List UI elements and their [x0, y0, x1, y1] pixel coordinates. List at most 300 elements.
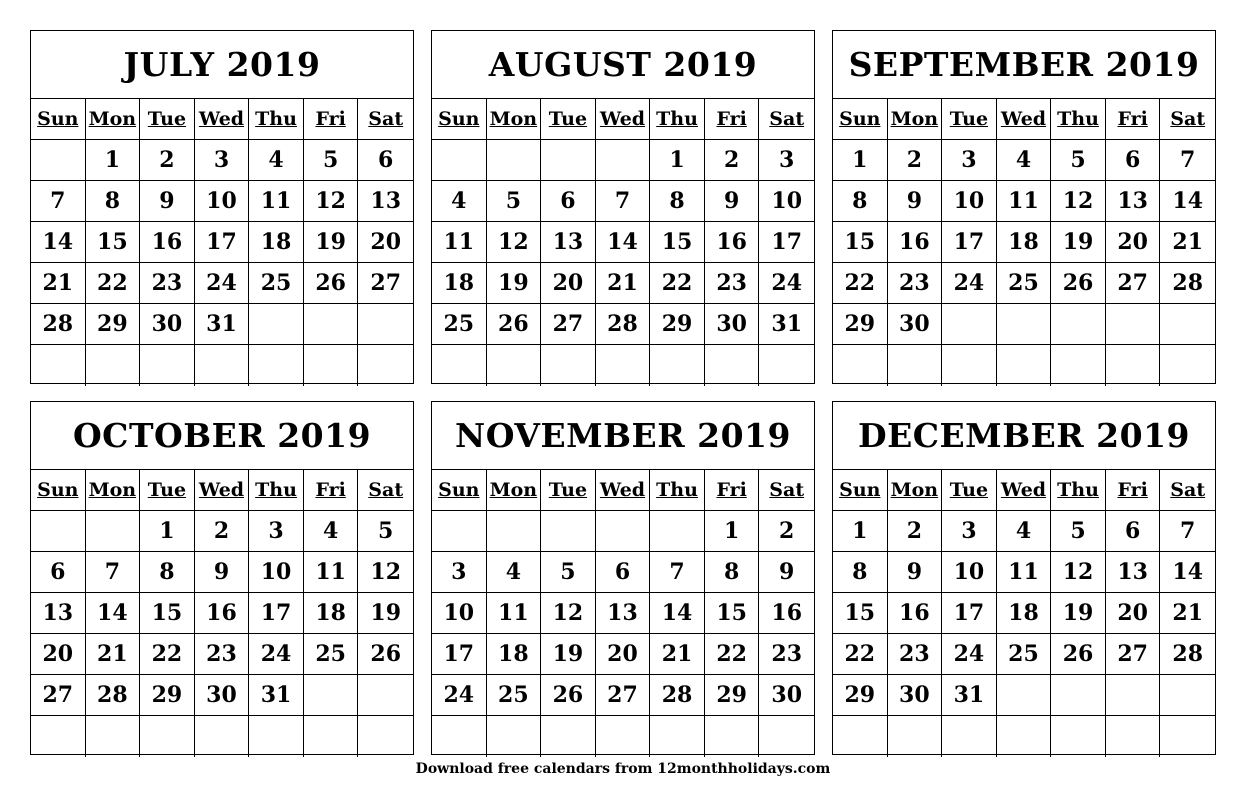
day-cell: 26: [541, 675, 596, 716]
day-cell: 14: [31, 222, 86, 263]
day-cell: 13: [1106, 552, 1161, 593]
day-cell: 22: [650, 263, 705, 304]
day-cell: 1: [86, 140, 141, 181]
weekday-header: Mon: [86, 99, 141, 140]
weekday-header: Fri: [304, 99, 359, 140]
day-cell: [541, 140, 596, 181]
day-cell: [596, 140, 651, 181]
day-cell: 20: [358, 222, 413, 263]
day-cell: 12: [541, 593, 596, 634]
day-cell: 3: [942, 511, 997, 552]
day-cell: [31, 511, 86, 552]
day-cell: 28: [31, 304, 86, 345]
day-cell: 28: [650, 675, 705, 716]
day-cell: 7: [1160, 511, 1215, 552]
day-cell: 3: [759, 140, 814, 181]
day-cell: [140, 345, 195, 386]
day-cell: 9: [705, 181, 760, 222]
day-cell: 21: [1160, 222, 1215, 263]
day-cell: 10: [942, 552, 997, 593]
day-cell: 31: [942, 675, 997, 716]
day-cell: 22: [140, 634, 195, 675]
month-title: NOVEMBER 2019: [432, 402, 814, 470]
weekday-header: Sat: [358, 99, 413, 140]
weekday-header: Thu: [249, 99, 304, 140]
day-cell: 23: [140, 263, 195, 304]
day-cell: 23: [888, 634, 943, 675]
day-cell: 30: [888, 675, 943, 716]
weekday-header: Tue: [942, 470, 997, 511]
day-cell: 23: [888, 263, 943, 304]
day-cell: [487, 716, 542, 757]
day-cell: 25: [487, 675, 542, 716]
day-cell: [997, 304, 1052, 345]
day-cell: 6: [1106, 140, 1161, 181]
day-cell: [705, 716, 760, 757]
day-cell: [541, 345, 596, 386]
day-cell: 23: [759, 634, 814, 675]
weekday-header: Thu: [650, 99, 705, 140]
day-cell: 5: [487, 181, 542, 222]
day-cell: 20: [31, 634, 86, 675]
day-cell: [86, 511, 141, 552]
day-cell: 18: [997, 222, 1052, 263]
day-cell: 14: [1160, 181, 1215, 222]
weekday-header: Tue: [942, 99, 997, 140]
day-cell: 10: [195, 181, 250, 222]
day-cell: 14: [86, 593, 141, 634]
weekday-header: Wed: [596, 470, 651, 511]
day-cell: 29: [140, 675, 195, 716]
day-cell: 24: [432, 675, 487, 716]
day-cell: [304, 345, 359, 386]
day-cell: 19: [487, 263, 542, 304]
day-cell: 1: [705, 511, 760, 552]
day-cell: 17: [942, 593, 997, 634]
weekday-header: Mon: [487, 99, 542, 140]
day-cell: 17: [195, 222, 250, 263]
day-cell: [304, 716, 359, 757]
day-cell: [1160, 304, 1215, 345]
day-cell: [997, 675, 1052, 716]
day-cell: 22: [86, 263, 141, 304]
day-cell: 20: [1106, 593, 1161, 634]
day-cell: 7: [31, 181, 86, 222]
day-cell: 13: [1106, 181, 1161, 222]
weekday-header: Wed: [997, 99, 1052, 140]
day-cell: 13: [31, 593, 86, 634]
day-cell: [358, 345, 413, 386]
weekday-header: Sun: [833, 99, 888, 140]
month-title: SEPTEMBER 2019: [833, 31, 1215, 99]
month-grid: [31, 470, 413, 757]
day-cell: [432, 140, 487, 181]
month-title: JULY 2019: [31, 31, 413, 99]
day-cell: 3: [942, 140, 997, 181]
day-cell: 14: [596, 222, 651, 263]
day-cell: [705, 345, 760, 386]
weekday-header: Sat: [1160, 470, 1215, 511]
day-cell: 19: [1051, 593, 1106, 634]
day-cell: [650, 345, 705, 386]
day-cell: [997, 345, 1052, 386]
weekday-header: Wed: [596, 99, 651, 140]
day-cell: [432, 345, 487, 386]
weekday-header: Sun: [31, 470, 86, 511]
weekday-header: Mon: [86, 470, 141, 511]
weekday-header: Fri: [1106, 99, 1161, 140]
day-cell: 24: [759, 263, 814, 304]
weekday-header: Sun: [833, 470, 888, 511]
month-grid: [31, 99, 413, 386]
day-cell: 22: [833, 263, 888, 304]
month-grid: [833, 99, 1215, 386]
day-cell: 24: [249, 634, 304, 675]
weekday-header: Sun: [31, 99, 86, 140]
day-cell: 6: [1106, 511, 1161, 552]
day-cell: 14: [1160, 552, 1215, 593]
day-cell: [1160, 716, 1215, 757]
day-cell: 30: [140, 304, 195, 345]
day-cell: 4: [432, 181, 487, 222]
day-cell: 12: [487, 222, 542, 263]
weekday-header: Mon: [487, 470, 542, 511]
day-cell: 3: [249, 511, 304, 552]
month-calendar-august: [431, 30, 815, 384]
weekday-header: Thu: [1051, 99, 1106, 140]
month-calendar-november: [431, 401, 815, 755]
weekday-header: Thu: [249, 470, 304, 511]
day-cell: [249, 304, 304, 345]
day-cell: [1106, 675, 1161, 716]
day-cell: 16: [705, 222, 760, 263]
day-cell: 3: [432, 552, 487, 593]
month-grid: [432, 99, 814, 386]
day-cell: 11: [487, 593, 542, 634]
month-calendar-september: [832, 30, 1216, 384]
day-cell: [650, 716, 705, 757]
day-cell: 8: [833, 181, 888, 222]
day-cell: 16: [759, 593, 814, 634]
day-cell: 16: [888, 222, 943, 263]
day-cell: [487, 345, 542, 386]
day-cell: 10: [249, 552, 304, 593]
day-cell: 26: [304, 263, 359, 304]
day-cell: [1051, 345, 1106, 386]
day-cell: 12: [358, 552, 413, 593]
day-cell: 5: [1051, 140, 1106, 181]
month-title: DECEMBER 2019: [833, 402, 1215, 470]
day-cell: 27: [31, 675, 86, 716]
day-cell: 17: [942, 222, 997, 263]
day-cell: 10: [759, 181, 814, 222]
day-cell: 2: [759, 511, 814, 552]
day-cell: [1160, 345, 1215, 386]
footer-text: Download free calendars from 12monthholidays.com: [415, 761, 831, 777]
day-cell: 25: [432, 304, 487, 345]
day-cell: 2: [140, 140, 195, 181]
day-cell: 28: [596, 304, 651, 345]
day-cell: 15: [650, 222, 705, 263]
month-title: AUGUST 2019: [432, 31, 814, 99]
day-cell: [541, 716, 596, 757]
weekday-header: Fri: [304, 470, 359, 511]
day-cell: 5: [304, 140, 359, 181]
day-cell: [487, 511, 542, 552]
weekday-header: Mon: [888, 99, 943, 140]
weekday-header: Sat: [358, 470, 413, 511]
day-cell: [432, 716, 487, 757]
day-cell: 1: [833, 140, 888, 181]
day-cell: 22: [833, 634, 888, 675]
day-cell: 24: [942, 634, 997, 675]
weekday-header: Fri: [705, 99, 760, 140]
weekday-header: Sun: [432, 470, 487, 511]
weekday-header: Fri: [705, 470, 760, 511]
day-cell: 27: [541, 304, 596, 345]
day-cell: [833, 345, 888, 386]
day-cell: 5: [541, 552, 596, 593]
weekday-header: Sat: [759, 99, 814, 140]
day-cell: [942, 304, 997, 345]
weekday-header: Wed: [195, 470, 250, 511]
day-cell: 13: [541, 222, 596, 263]
day-cell: 3: [195, 140, 250, 181]
day-cell: 4: [487, 552, 542, 593]
day-cell: 2: [888, 511, 943, 552]
day-cell: [1106, 345, 1161, 386]
day-cell: [487, 140, 542, 181]
day-cell: 1: [833, 511, 888, 552]
day-cell: 17: [432, 634, 487, 675]
day-cell: [86, 345, 141, 386]
day-cell: [249, 345, 304, 386]
day-cell: 15: [705, 593, 760, 634]
day-cell: [888, 345, 943, 386]
day-cell: 27: [596, 675, 651, 716]
day-cell: 15: [833, 593, 888, 634]
day-cell: 14: [650, 593, 705, 634]
day-cell: 20: [1106, 222, 1161, 263]
day-cell: 27: [358, 263, 413, 304]
weekday-header: Sun: [432, 99, 487, 140]
day-cell: 18: [304, 593, 359, 634]
day-cell: 26: [358, 634, 413, 675]
month-grid: [833, 470, 1215, 757]
day-cell: 9: [888, 552, 943, 593]
day-cell: 25: [304, 634, 359, 675]
day-cell: [596, 345, 651, 386]
day-cell: 21: [650, 634, 705, 675]
day-cell: 1: [140, 511, 195, 552]
day-cell: 9: [888, 181, 943, 222]
day-cell: [358, 304, 413, 345]
day-cell: 8: [140, 552, 195, 593]
month-calendar-december: [832, 401, 1216, 755]
day-cell: 15: [833, 222, 888, 263]
day-cell: 30: [759, 675, 814, 716]
weekday-header: Tue: [140, 99, 195, 140]
day-cell: 2: [888, 140, 943, 181]
day-cell: 23: [195, 634, 250, 675]
day-cell: 4: [249, 140, 304, 181]
day-cell: 2: [705, 140, 760, 181]
day-cell: 6: [31, 552, 86, 593]
month-calendar-october: [30, 401, 414, 755]
day-cell: [1160, 675, 1215, 716]
month-calendar-july: [30, 30, 414, 384]
day-cell: 20: [541, 263, 596, 304]
day-cell: [31, 140, 86, 181]
day-cell: 12: [304, 181, 359, 222]
month-grid: [432, 470, 814, 757]
day-cell: 7: [1160, 140, 1215, 181]
day-cell: 6: [358, 140, 413, 181]
day-cell: 27: [1106, 263, 1161, 304]
day-cell: [997, 716, 1052, 757]
day-cell: 28: [1160, 634, 1215, 675]
day-cell: [86, 716, 141, 757]
day-cell: 31: [249, 675, 304, 716]
day-cell: 19: [1051, 222, 1106, 263]
day-cell: 27: [1106, 634, 1161, 675]
day-cell: 10: [432, 593, 487, 634]
day-cell: 9: [140, 181, 195, 222]
day-cell: [833, 716, 888, 757]
weekday-header: Tue: [541, 470, 596, 511]
day-cell: 26: [1051, 263, 1106, 304]
day-cell: [650, 511, 705, 552]
day-cell: 12: [1051, 552, 1106, 593]
day-cell: 8: [86, 181, 141, 222]
day-cell: 25: [997, 634, 1052, 675]
day-cell: [358, 675, 413, 716]
day-cell: 11: [997, 181, 1052, 222]
day-cell: [888, 716, 943, 757]
day-cell: 29: [86, 304, 141, 345]
day-cell: 10: [942, 181, 997, 222]
day-cell: [942, 716, 997, 757]
day-cell: 6: [541, 181, 596, 222]
weekday-header: Sat: [759, 470, 814, 511]
day-cell: 2: [195, 511, 250, 552]
day-cell: [304, 304, 359, 345]
day-cell: 18: [487, 634, 542, 675]
day-cell: [1051, 304, 1106, 345]
day-cell: [596, 511, 651, 552]
day-cell: [1051, 716, 1106, 757]
day-cell: 13: [596, 593, 651, 634]
day-cell: 16: [195, 593, 250, 634]
day-cell: 9: [195, 552, 250, 593]
day-cell: 18: [249, 222, 304, 263]
day-cell: [942, 345, 997, 386]
day-cell: 29: [833, 304, 888, 345]
day-cell: 19: [541, 634, 596, 675]
day-cell: [304, 675, 359, 716]
day-cell: 31: [195, 304, 250, 345]
day-cell: 28: [86, 675, 141, 716]
day-cell: 17: [759, 222, 814, 263]
weekday-header: Thu: [1051, 470, 1106, 511]
day-cell: 30: [888, 304, 943, 345]
day-cell: 29: [705, 675, 760, 716]
day-cell: 8: [650, 181, 705, 222]
day-cell: [195, 345, 250, 386]
day-cell: 5: [1051, 511, 1106, 552]
day-cell: 21: [1160, 593, 1215, 634]
weekday-header: Mon: [888, 470, 943, 511]
day-cell: 19: [304, 222, 359, 263]
day-cell: 5: [358, 511, 413, 552]
day-cell: 22: [705, 634, 760, 675]
day-cell: [140, 716, 195, 757]
day-cell: [759, 716, 814, 757]
day-cell: 25: [997, 263, 1052, 304]
day-cell: 24: [942, 263, 997, 304]
day-cell: 31: [759, 304, 814, 345]
day-cell: 29: [833, 675, 888, 716]
day-cell: 11: [432, 222, 487, 263]
day-cell: 30: [705, 304, 760, 345]
weekday-header: Thu: [650, 470, 705, 511]
day-cell: 23: [705, 263, 760, 304]
day-cell: 15: [86, 222, 141, 263]
day-cell: 28: [1160, 263, 1215, 304]
day-cell: 6: [596, 552, 651, 593]
weekday-header: Wed: [195, 99, 250, 140]
day-cell: [759, 345, 814, 386]
day-cell: 9: [759, 552, 814, 593]
day-cell: [31, 345, 86, 386]
day-cell: 16: [888, 593, 943, 634]
day-cell: 4: [304, 511, 359, 552]
weekday-header: Sat: [1160, 99, 1215, 140]
day-cell: 4: [997, 511, 1052, 552]
day-cell: 25: [249, 263, 304, 304]
month-title: OCTOBER 2019: [31, 402, 413, 470]
day-cell: [1106, 716, 1161, 757]
weekday-header: Tue: [541, 99, 596, 140]
day-cell: 29: [650, 304, 705, 345]
day-cell: 11: [997, 552, 1052, 593]
day-cell: 13: [358, 181, 413, 222]
day-cell: 8: [833, 552, 888, 593]
day-cell: 18: [432, 263, 487, 304]
day-cell: 21: [31, 263, 86, 304]
day-cell: 11: [304, 552, 359, 593]
day-cell: 20: [596, 634, 651, 675]
day-cell: 15: [140, 593, 195, 634]
day-cell: [432, 511, 487, 552]
day-cell: [541, 511, 596, 552]
day-cell: 4: [997, 140, 1052, 181]
day-cell: 18: [997, 593, 1052, 634]
weekday-header: Tue: [140, 470, 195, 511]
day-cell: 21: [596, 263, 651, 304]
day-cell: 17: [249, 593, 304, 634]
day-cell: [1051, 675, 1106, 716]
day-cell: 1: [650, 140, 705, 181]
day-cell: [1106, 304, 1161, 345]
day-cell: [358, 716, 413, 757]
day-cell: 7: [596, 181, 651, 222]
day-cell: 16: [140, 222, 195, 263]
day-cell: 24: [195, 263, 250, 304]
day-cell: 26: [487, 304, 542, 345]
day-cell: 7: [650, 552, 705, 593]
day-cell: 12: [1051, 181, 1106, 222]
